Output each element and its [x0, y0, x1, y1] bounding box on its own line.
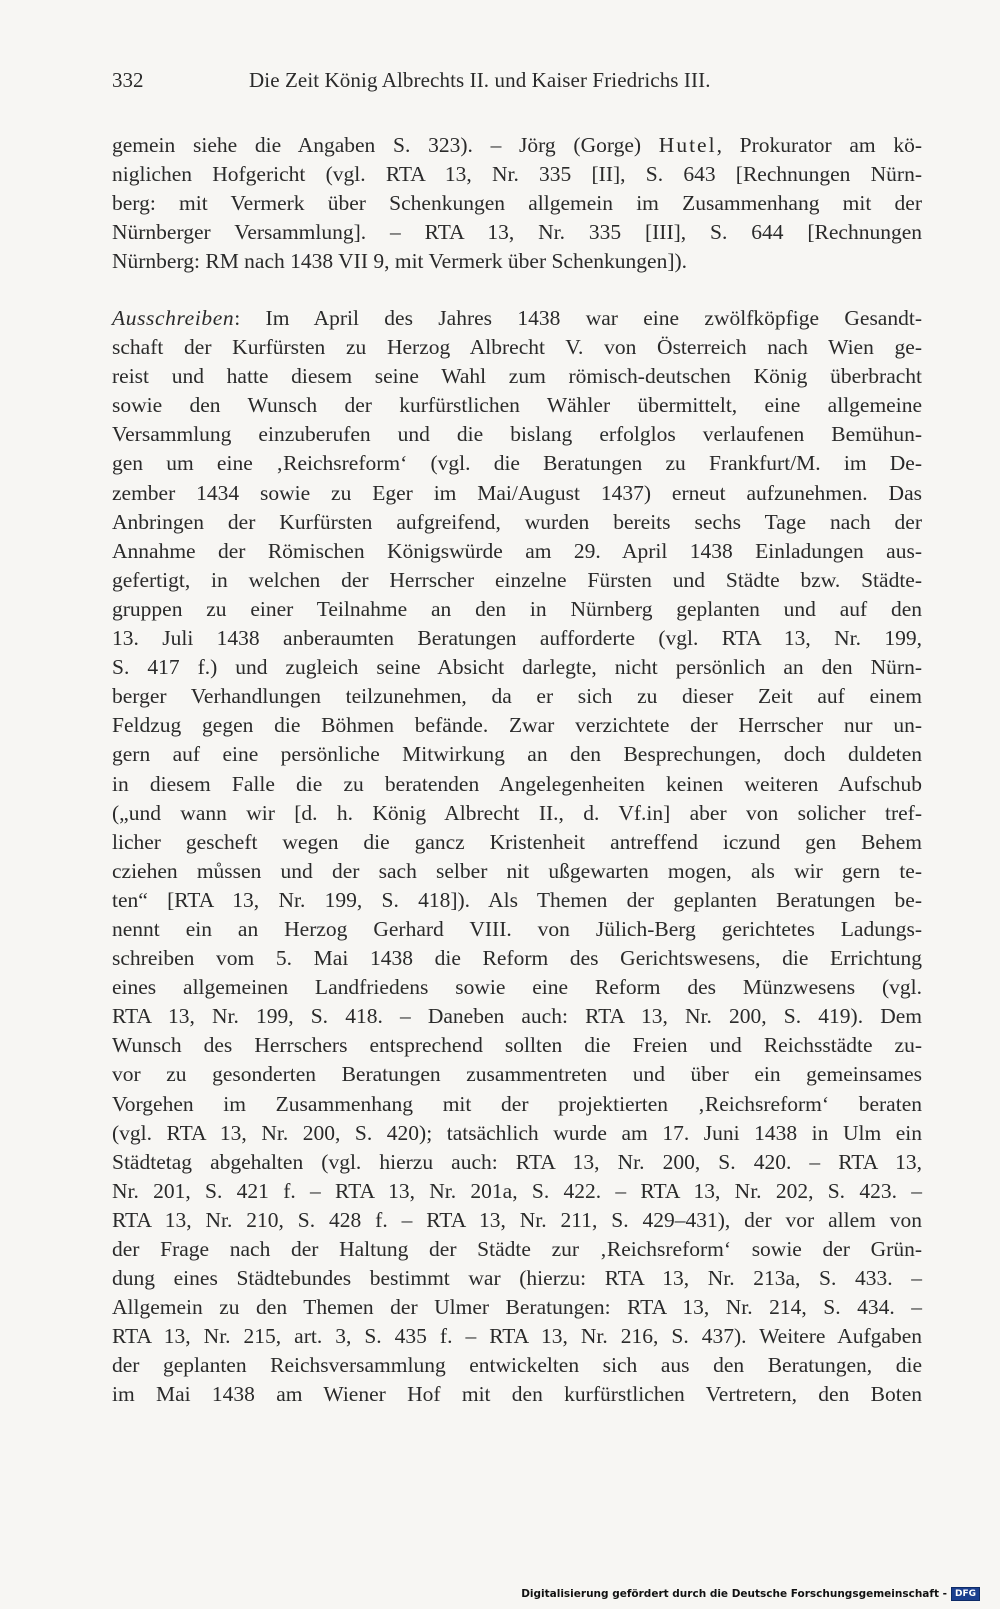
- text-line: im Mai 1438 am Wiener Hof mit den kurfürstlichen Vertretern, den Boten: [112, 1382, 922, 1407]
- spaced-name: Hutel: [658, 133, 717, 157]
- text-line: RTA 13, Nr. 199, S. 418. – Daneben auch: RTA 13, Nr. 200, S. 419). Dem: [112, 1004, 922, 1029]
- text-line: Ausschreiben: Im April des Jahres 1438 war eine zwölfköpfige Gesandt-: [112, 306, 922, 330]
- dfg-logo: DFG: [951, 1587, 980, 1601]
- running-title: Die Zeit König Albrechts II. und Kaiser Friedrichs III.: [249, 68, 711, 92]
- text-line: RTA 13, Nr. 210, S. 428 f. – RTA 13, Nr. 211, S. 429–431), der vor allem von: [112, 1207, 922, 1232]
- text-line: Nürnberg: RM nach 1438 VII 9, mit Vermerk über Schenkungen]).: [112, 249, 688, 274]
- text-line: nennt ein an Herzog Gerhard VIII. von Jülich-Berg gerichtetes Ladungs-: [112, 916, 922, 941]
- text-line: Allgemein zu den Themen der Ulmer Beratungen: RTA 13, Nr. 214, S. 434. –: [112, 1295, 922, 1320]
- text-line: zember 1434 sowie zu Eger im Mai/August 1437) erneut aufzunehmen. Das: [112, 480, 922, 505]
- text-line: gefertigt, in welchen der Herrscher einzelne Fürsten und Städte bzw. Städte-: [112, 567, 922, 592]
- text-line: gern auf eine persönliche Mitwirkung an den Besprechungen, doch duldeten: [112, 742, 922, 767]
- text-line: in diesem Falle die zu beratenden Angelegenheiten keinen weiteren Aufschub: [112, 771, 922, 796]
- page-number: 332: [112, 68, 144, 92]
- text-line: 13. Juli 1438 anberaumten Beratungen aufforderte (vgl. RTA 13, Nr. 199,: [112, 626, 922, 651]
- text-line: dung eines Städtebundes bestimmt war (hierzu: RTA 13, Nr. 213a, S. 433. –: [112, 1266, 922, 1291]
- text-line: Anbringen der Kurfürsten aufgreifend, wurden bereits sechs Tage nach der: [112, 509, 922, 534]
- text-line: gen um eine ‚Reichsreform‘ (vgl. die Beratungen zu Frankfurt/M. im De-: [112, 451, 922, 476]
- text-line: reist und hatte diesem seine Wahl zum römisch-deutschen König überbracht: [112, 364, 922, 389]
- text-line: ten“ [RTA 13, Nr. 199, S. 418]). Als Themen der geplanten Beratungen be-: [112, 887, 922, 912]
- text-line: RTA 13, Nr. 215, art. 3, S. 435 f. – RTA 13, Nr. 216, S. 437). Weitere Aufgaben: [112, 1324, 922, 1349]
- text-line: der Frage nach der Haltung der Städte zur ‚Reichsreform‘ sowie der Grün-: [112, 1237, 922, 1261]
- text-line: Annahme der Römischen Königswürde am 29. April 1438 Einladungen aus-: [112, 538, 922, 563]
- text-line: cziehen můssen und der sach selber nit ußgewarten mogen, als wir gern te-: [112, 858, 922, 883]
- text-line: (vgl. RTA 13, Nr. 200, S. 420); tatsächlich wurde am 17. Juni 1438 in Ulm ein: [112, 1120, 922, 1145]
- text-line: Nr. 201, S. 421 f. – RTA 13, Nr. 201a, S. 422. – RTA 13, Nr. 202, S. 423. –: [112, 1178, 922, 1203]
- text-line: Nürnberger Versammlung]. – RTA 13, Nr. 335 [III], S. 644 [Rechnungen: [112, 220, 922, 245]
- text-line: Feldzug gegen die Böhmen befände. Zwar verzichtete der Herrscher nur un-: [112, 713, 922, 738]
- text-line: („und wann wir [d. h. König Albrecht II., d. Vf.in] aber von solicher tref-: [112, 800, 922, 825]
- text-line: gemein siehe die Angaben S. 323). – Jörg (Gorge) Hutel, Prokurator am kö-: [112, 133, 922, 157]
- paragraph-2: [112, 304, 922, 1410]
- text-line: Versammlung einzuberufen und die bislang erfolglos verlaufenen Bemühun-: [112, 422, 922, 447]
- footer-credit-text: Digitalisierung gefördert durch die Deutsche Forschungsgemeinschaft -: [521, 1588, 947, 1600]
- footer-credit: [521, 1587, 980, 1601]
- text-line: eines allgemeinen Landfriedens sowie eine Reform des Münzwesens (vgl.: [112, 975, 922, 1000]
- text-line: berg: mit Vermerk über Schenkungen allgemein im Zusammenhang mit der: [112, 191, 922, 216]
- page-header: [112, 68, 902, 100]
- text-line: licher gescheft wegen die gancz Kristenheit antreffend iczund gen Behem: [112, 829, 922, 854]
- paragraph-1: [112, 131, 922, 276]
- text-line: sowie den Wunsch der kurfürstlichen Wähler übermittelt, eine allgemeine: [112, 393, 922, 418]
- text-line: schaft der Kurfürsten zu Herzog Albrecht V. von Österreich nach Wien ge-: [112, 335, 922, 360]
- text-line: niglichen Hofgericht (vgl. RTA 13, Nr. 335 [II], S. 643 [Rechnungen Nürn-: [112, 162, 922, 187]
- text-line: vor zu gesonderten Beratungen zusammentreten und über ein gemeinsames: [112, 1062, 922, 1087]
- text-line: S. 417 f.) und zugleich seine Absicht darlegte, nicht persönlich an den Nürn-: [112, 655, 922, 680]
- text-line: Wunsch des Herrschers entsprechend sollten die Freien und Reichsstädte zu-: [112, 1033, 922, 1058]
- text-line: Vorgehen im Zusammenhang mit der projektierten ‚Reichsreform‘ beraten: [112, 1091, 922, 1116]
- text-line: der geplanten Reichsversammlung entwickelten sich aus den Beratungen, die: [112, 1353, 922, 1378]
- text-line: berger Verhandlungen teilzunehmen, da er sich zu dieser Zeit auf einem: [112, 684, 922, 709]
- text-line: gruppen zu einer Teilnahme an den in Nürnberg geplanten und auf den: [112, 596, 922, 621]
- section-lead: Ausschreiben: [112, 306, 235, 330]
- text-line: Städtetag abgehalten (vgl. hierzu auch: RTA 13, Nr. 200, S. 420. – RTA 13,: [112, 1149, 922, 1174]
- text-line: schreiben vom 5. Mai 1438 die Reform des Gerichtswesens, die Errichtung: [112, 946, 922, 971]
